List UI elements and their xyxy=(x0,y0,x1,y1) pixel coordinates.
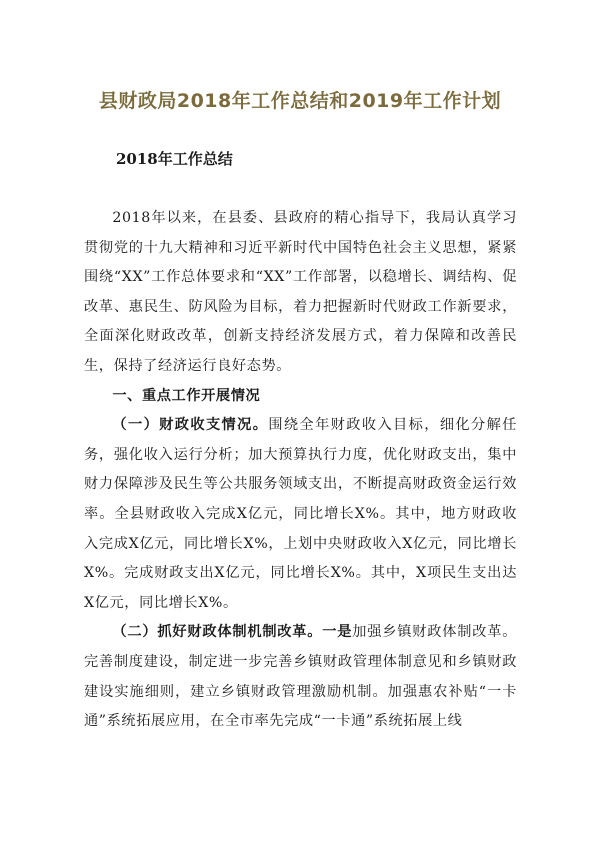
item-one-paragraph xyxy=(84,411,517,618)
item-two-label: （二）抓好财政体制机制改革。 xyxy=(112,624,323,641)
part-one-heading xyxy=(84,382,517,412)
document-body xyxy=(84,178,517,737)
item-one-text: 围绕全年财政收入目标，细化分解任务，强化收入运行分析；加大预算执行力度，优化财政支出，集中财力保障涉及民生等公共服务领域支出，不断提高财政资金运行效率。全县财政收入完成X亿元，同比增长X%。其中，地方财政收入完成X亿元，同比增长X%，上划中央财政收入X亿元，同比增长X%。完成财政支出X亿元，同比增长X%。其中，X项民生支出达X亿元，同比增长X%。 xyxy=(84,417,517,611)
intro-paragraph: 2018年以来，在县委、县政府的精心指导下，我局认真学习贯彻党的十九大精神和习近平新时代中国特色社会主义思想，紧紧围绕“XX”工作总体要求和“XX”工作部署，以稳增长、调结构、促改革、惠民生、防风险为目标，着力把握新时代财政工作新要求，全面深化财政改革，创新支持经济发展方式，着力保障和改善民生，保持了经济运行良好态势。 xyxy=(84,210,517,374)
item-two-first: 一是 xyxy=(322,624,353,641)
item-two-text: 加强乡镇财政体制改革。完善制度建设，制定进一步完善乡镇财政管理体制意见和乡镇财政建设实施细则，建立乡镇财政管理激励机制。加强惠农补贴“一卡通”系统拓展应用，在全市率先完成“一卡通”系统拓展上线 xyxy=(84,624,518,730)
item-two-paragraph xyxy=(84,618,517,736)
section-heading: 2018年工作总结 xyxy=(116,150,233,168)
document-title: 县财政局2018年工作总结和2019年工作计划 xyxy=(98,90,502,112)
part-one-heading-text: 一、重点工作开展情况 xyxy=(112,387,261,404)
item-one-label: （一）财政收支情况。 xyxy=(112,417,269,434)
